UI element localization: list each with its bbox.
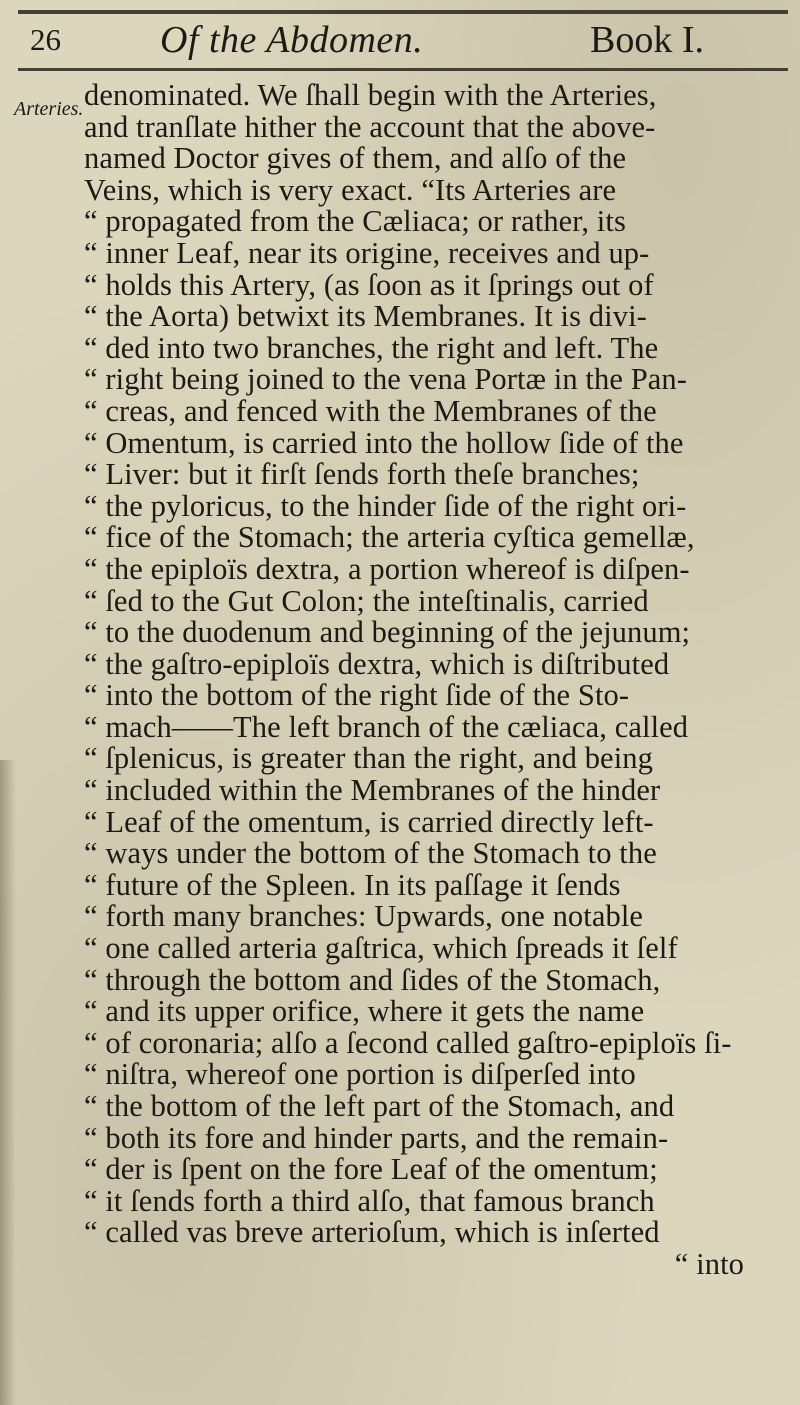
text-line: “ inner Leaf, near its origine, receives and up- [84, 235, 650, 270]
text-line: “ one called arteria gaſtrica, which ſpreads it ſelf [84, 931, 678, 966]
text-line: “ through the bottom and ſides of the Stomach, [84, 962, 661, 997]
text-line: Veins, which is very exact. “Its Arteries are [84, 172, 617, 207]
text-line: “ forth many branches: Upwards, one notable [84, 899, 644, 934]
header-rule [18, 68, 788, 71]
book-label: Book I. [590, 19, 704, 61]
text-line: “ right being joined to the vena Portæ in the Pan- [84, 362, 688, 397]
text-line: “ ſplenicus, is greater than the right, and being [84, 741, 653, 776]
text-line: “ ded into two branches, the right and left. The [84, 330, 659, 365]
page-header [0, 16, 800, 68]
text-line: “ ways under the bottom of the Stomach to the [84, 836, 657, 871]
top-rule [18, 10, 788, 14]
text-line: “ called vas breve arterioſum, which is inſerted [84, 1215, 660, 1250]
text-line: “ of coronaria; alſo a ſecond called gaſtro-epiploïs ſi- [84, 1025, 732, 1060]
text-line: “ the gaſtro-epiploïs dextra, which is diſtributed [84, 646, 670, 681]
text-line: denominated. We ſhall begin with the Arteries, [84, 78, 657, 112]
text-line: named Doctor gives of them, and alſo of the [84, 141, 627, 176]
text-line: “ fice of the Stomach; the arteria cyſtica gemellæ, [84, 520, 695, 555]
margin-note: Arteries. [14, 98, 84, 120]
text-line: “ both its fore and hinder parts, and the remain- [84, 1120, 669, 1155]
text-line: “ propagated from the Cæliaca; or rather, its [84, 204, 626, 239]
text-line: “ the pyloricus, to the hinder ſide of the right ori- [84, 488, 687, 523]
body-text [84, 80, 784, 1281]
text-line: “ and its upper orifice, where it gets the name [84, 994, 645, 1029]
page-number: 26 [30, 22, 61, 57]
text-line: “ der is ſpent on the fore Leaf of the omentum; [84, 1152, 658, 1187]
text-line: “ the epiploïs dextra, a portion whereof is diſpen- [84, 551, 690, 586]
page-edge-shadow [0, 760, 16, 1405]
text-line: “ the bottom of the left part of the Stomach, and [84, 1089, 675, 1123]
text-line: “ future of the Spleen. In its paſſage it ſends [84, 867, 621, 902]
text-line: “ holds this Artery, (as ſoon as it ſprings out of [84, 267, 654, 302]
text-line: “ Liver: but it firſt ſends forth theſe branches; [84, 457, 640, 492]
text-line: “ it ſends forth a third alſo, that famous branch [84, 1183, 655, 1218]
text-line: “ niſtra, whereof one portion is diſperſed into [84, 1057, 636, 1092]
text-line: “ included within the Membranes of the hinder [84, 773, 661, 808]
text-line: “ Omentum, is carried into the hollow ſide of the [84, 425, 684, 460]
text-line: “ into [674, 1246, 744, 1281]
text-line: “ the Aorta) betwixt its Membranes. It is divi- [84, 299, 647, 334]
text-line: “ to the duodenum and beginning of the jejunum; [84, 615, 691, 650]
text-line: “ creas, and fenced with the Membranes of the [84, 393, 657, 428]
running-title: Of the Abdomen. [160, 19, 424, 61]
text-line: “ ſed to the Gut Colon; the inteſtinalis, carried [84, 583, 649, 618]
text-line: “ mach——The left branch of the cæliaca, called [84, 709, 689, 744]
text-line: and tranſlate hither the account that the above- [84, 109, 656, 144]
text-line: “ Leaf of the omentum, is carried directly left- [84, 804, 654, 839]
text-line: “ into the bottom of the right ſide of the Sto- [84, 678, 630, 713]
